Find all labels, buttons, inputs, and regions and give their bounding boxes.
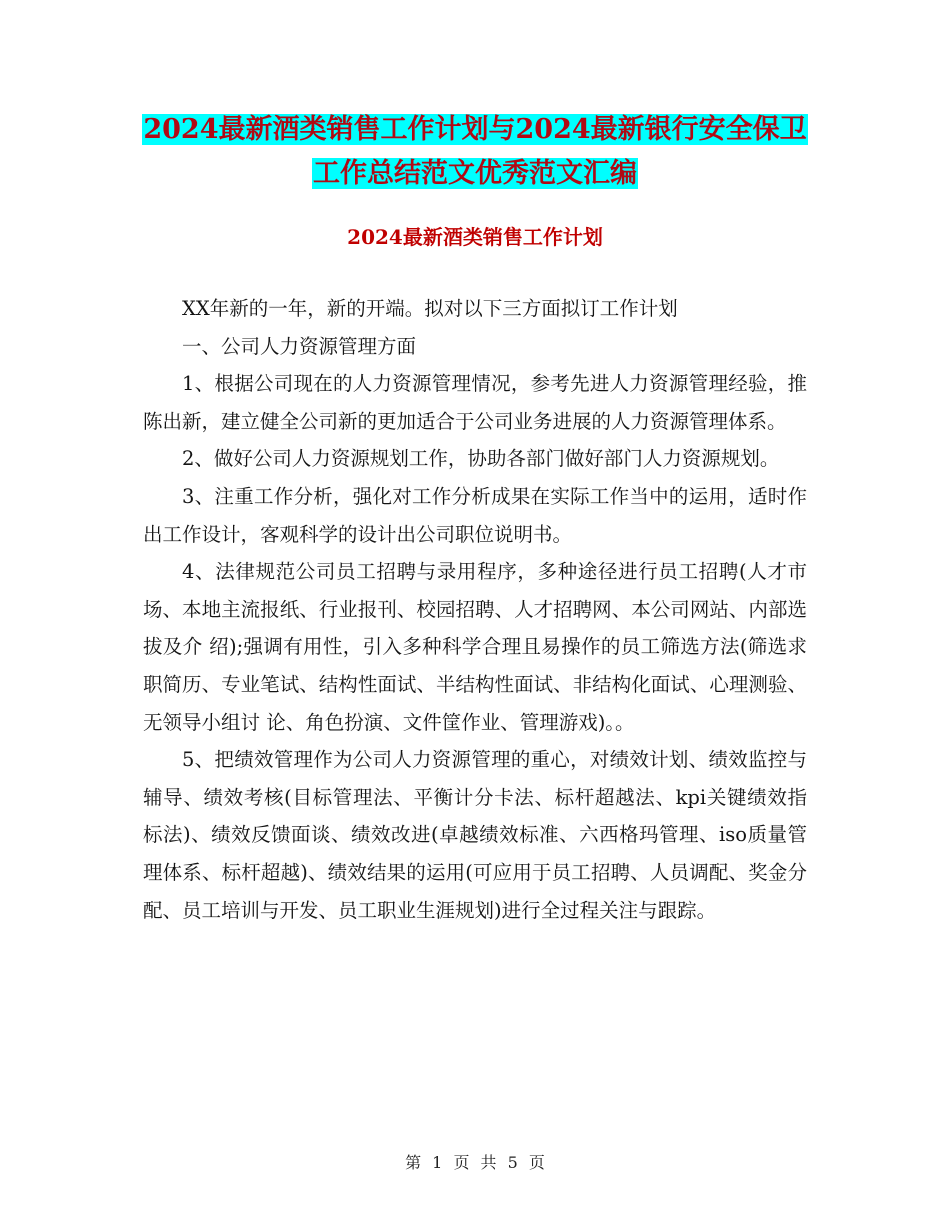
document-title-line-2: [0, 152, 950, 196]
title-highlight-2: 工作总结范文优秀范文汇编: [313, 158, 637, 189]
paragraph-item-4: 4、法律规范公司员工招聘与录用程序，多种途径进行员工招聘(人才市场、本地主流报纸、行业报刊、校园招聘、人才招聘网、本公司网站、内部选拔及介 绍);强调有用性，引入多种科学合理且易操作的员工筛选方法(筛选求职简历、专业笔试、结构性面试、半结构性面试、非结构化面试、心理测验、无领导小组讨 论、角色扮演、文件筐作业、管理游戏)。。: [143, 560, 807, 734]
paragraph-item-2: 2、做好公司人力资源规划工作，协助各部门做好部门人力资源规划。: [182, 447, 780, 471]
body-text: [143, 290, 807, 929]
page-footer: 第 1 页 共 5 页: [405, 1153, 545, 1172]
document-title-line-1: [0, 108, 950, 152]
paragraph-intro: XX年新的一年，新的开端。拟对以下三方面拟订工作计划: [182, 297, 678, 320]
title-highlight-1: 2024最新酒类销售工作计划与2024最新银行安全保卫: [143, 114, 807, 145]
paragraph-item-1: 1、根据公司现在的人力资源管理情况，参考先进人力资源管理经验，推陈出新，建立健全公司新的更加适合于公司业务进展的人力资源管理体系。: [143, 372, 807, 433]
section-heading: 2024最新酒类销售工作计划: [347, 225, 603, 249]
paragraph-item-5: 5、把绩效管理作为公司人力资源管理的重心，对绩效计划、绩效监控与辅导、绩效考核(目标管理法、平衡计分卡法、标杆超越法、kpi关键绩效指 标法)、绩效反馈面谈、绩效改进(卓越绩效标准、六西格玛管理、iso质量管理体系、标杆超越)、绩效结果的运用(可应用于员工招聘、人员调配、奖金分 配、员工培训与开发、员工职业生涯规划)进行全过程关注与跟踪。: [143, 748, 807, 922]
paragraph-item-3: 3、注重工作分析，强化对工作分析成果在实际工作当中的运用，适时作出工作设计，客观科学的设计出公司职位说明书。: [143, 484, 807, 546]
paragraph-section-one: 一、公司人力资源管理方面: [182, 334, 417, 358]
